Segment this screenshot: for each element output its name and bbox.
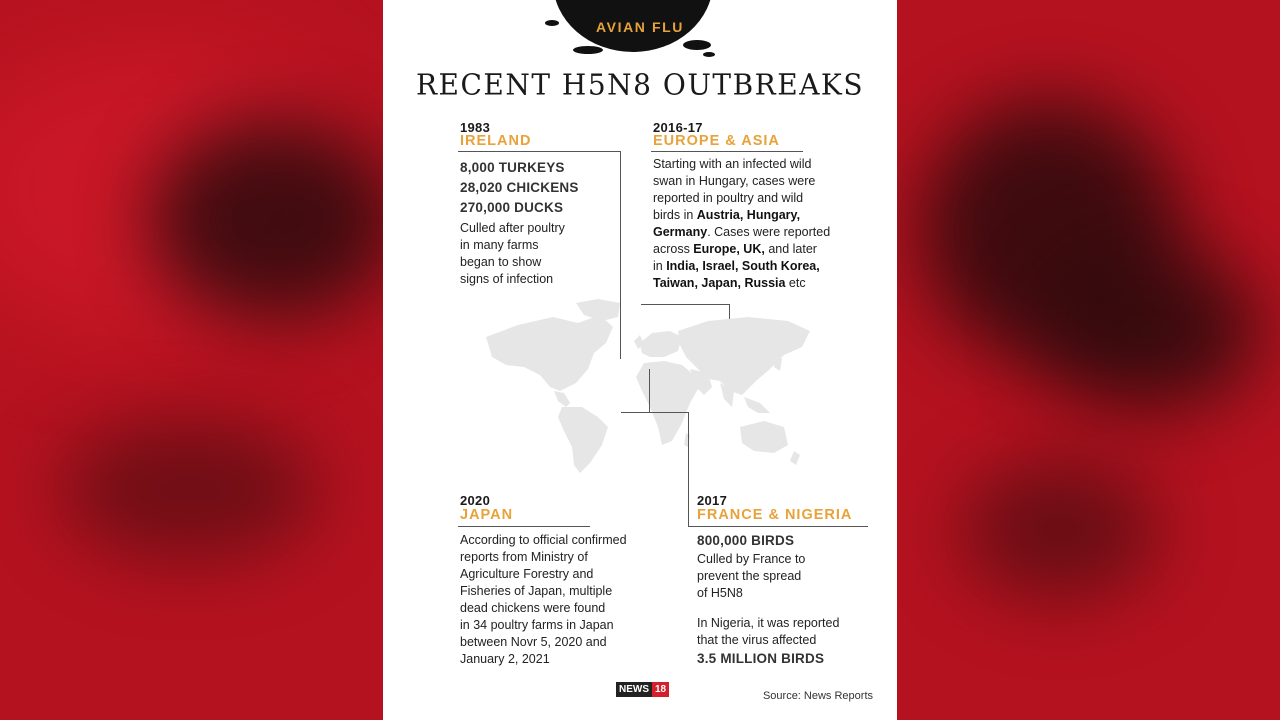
france-nigeria-stat: 800,000 BIRDS — [697, 533, 795, 548]
source-note: Source: News Reports — [762, 690, 873, 702]
japan-place: JAPAN — [460, 507, 514, 523]
news18-logo: NEWS 18 — [616, 681, 669, 697]
europe-asia-place: EUROPE & ASIA — [653, 133, 780, 149]
ireland-stat: 28,020 CHICKENS — [460, 180, 579, 195]
ireland-place: IRELAND — [460, 133, 532, 149]
infographic-poster — [383, 0, 897, 720]
france-nigeria-year: 2017 — [697, 493, 728, 508]
japan-description: According to official confirmed reports from Ministry of Agriculture Forestry and Fisheries of Japan, multiple dead chickens were found in 34 poultry farms in Japan between Novr 5, 2020 and January 2, 2021 — [460, 533, 627, 666]
ireland-divider — [458, 151, 621, 152]
nigeria-description: In Nigeria, it was reported that the virus affected — [697, 616, 840, 647]
europe-asia-description: Starting with an infected wild swan in Hungary, cases were reported in poultry and wild birds in Austria, Hungary, Germany. Cases were reported across Europe, UK, and later in India, Israel, South Korea, Taiwan, Japan, Russia etc — [653, 157, 831, 290]
world-map — [458, 295, 818, 480]
japan-divider — [458, 526, 590, 527]
france-nigeria-divider — [688, 526, 868, 527]
ireland-stat: 8,000 TURKEYS — [460, 160, 565, 175]
europe-asia-year: 2016-17 — [653, 120, 703, 135]
france-nigeria-connector — [688, 412, 689, 526]
france-nigeria-description: Culled by France to prevent the spread of H5N8 — [697, 552, 806, 600]
france-nigeria-place: FRANCE & NIGERIA — [697, 507, 853, 523]
nigeria-stat: 3.5 MILLION BIRDS — [697, 651, 825, 666]
ireland-description: Culled after poultry in many farms began to show signs of infection — [460, 221, 565, 286]
japan-year: 2020 — [460, 493, 491, 508]
ireland-stat: 270,000 DUCKS — [460, 200, 564, 215]
europe-asia-divider — [651, 151, 803, 152]
france-nigeria-connector — [621, 412, 689, 413]
ireland-year: 1983 — [460, 120, 491, 135]
page-title: RECENT H5N8 OUTBREAKS — [415, 67, 865, 102]
france-nigeria-connector — [649, 369, 650, 412]
topic-badge: AVIAN FLU — [595, 19, 685, 35]
